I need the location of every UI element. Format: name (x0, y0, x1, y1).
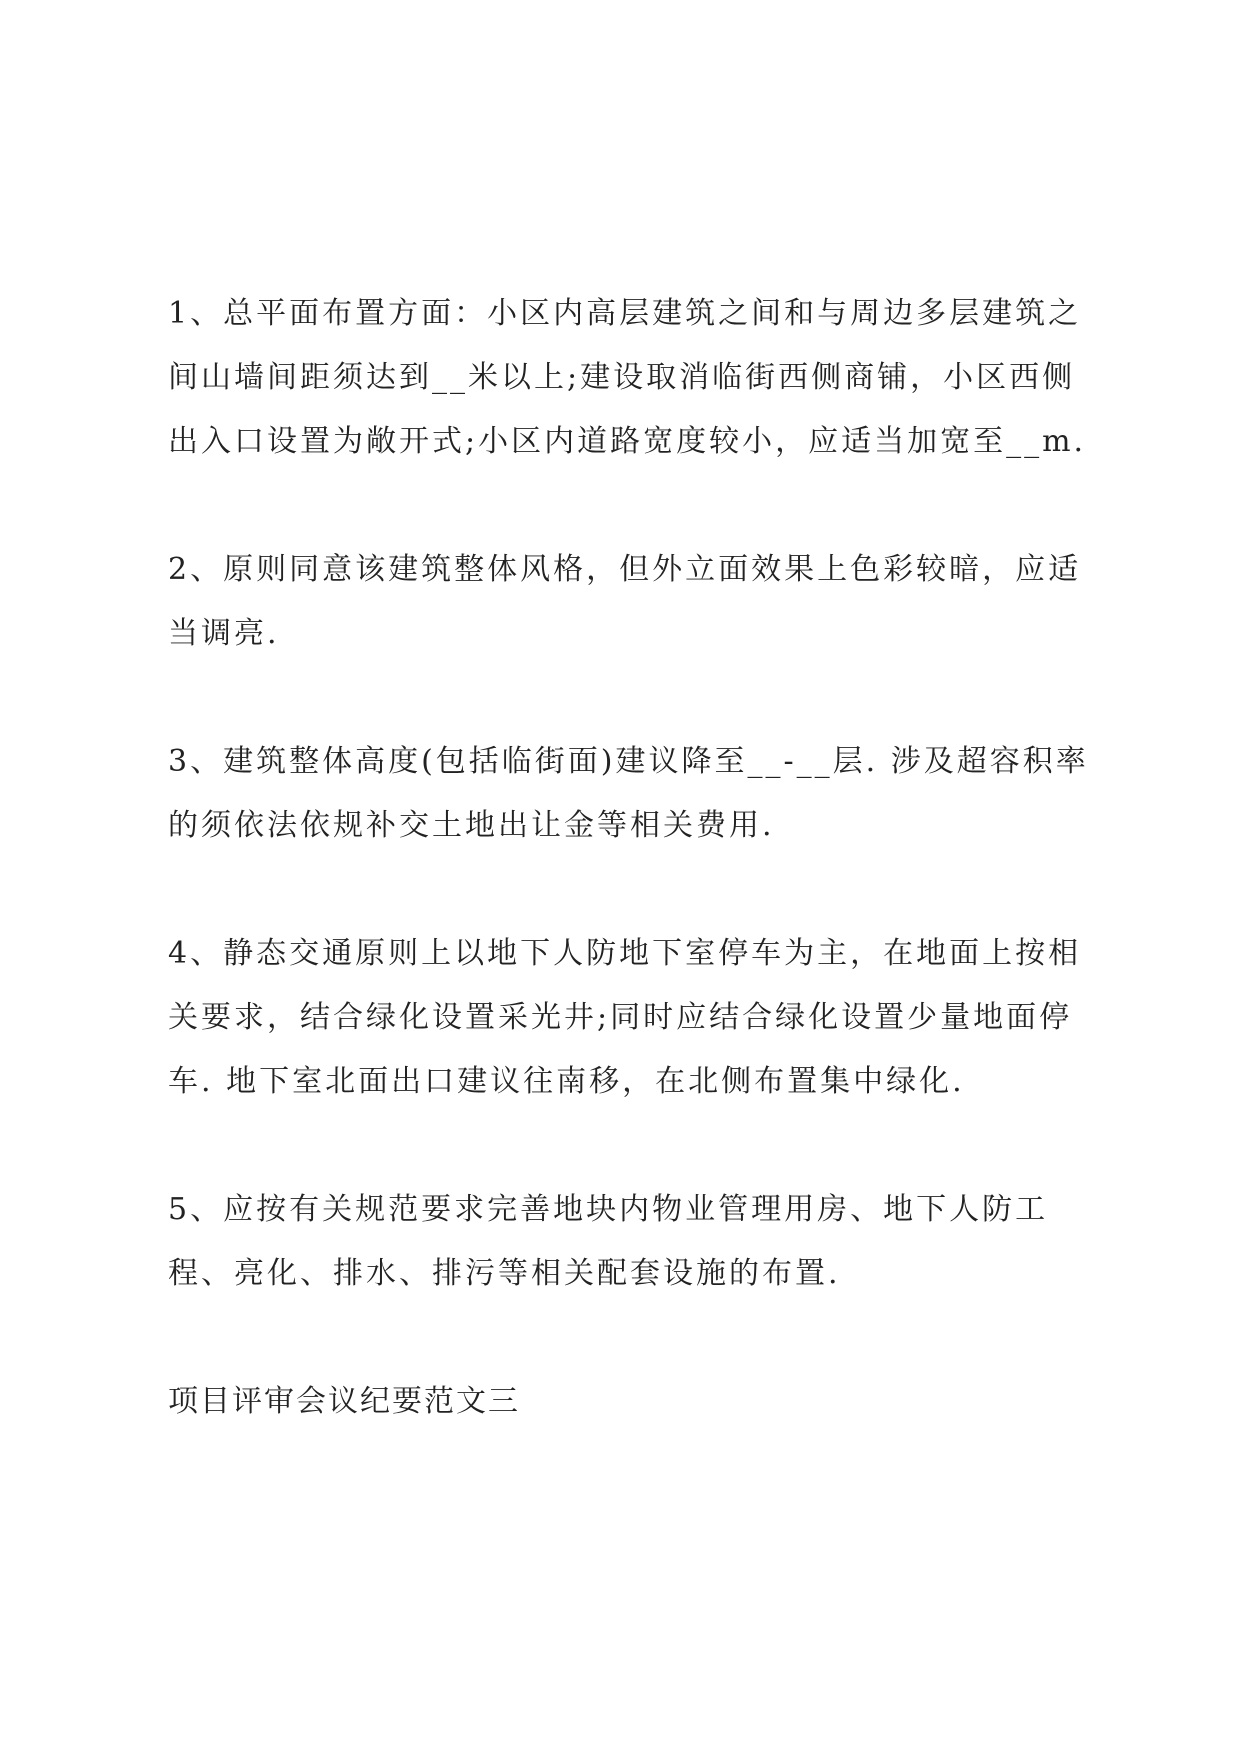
paragraph-line: 4、静态交通原则上以地下人防地下室停车为主，在地面上按相 (168, 936, 1082, 971)
paragraph-line: 当调亮. (168, 616, 280, 651)
paragraph-3 (168, 730, 1098, 858)
paragraph-line: 程、亮化、排水、排污等相关配套设施的布置. (168, 1256, 841, 1291)
paragraph-line: 间山墙间距须达到__米以上;建设取消临街西侧商铺，小区西侧 (168, 360, 1076, 395)
paragraph-4 (168, 922, 1098, 1114)
paragraph-line: 的须依法依规补交土地出让金等相关费用. (168, 808, 775, 843)
paragraph-1 (168, 282, 1098, 474)
paragraph-2 (168, 538, 1098, 666)
paragraph-line: 5、应按有关规范要求完善地块内物业管理用房、地下人防工 (168, 1192, 1049, 1227)
paragraph-line: 车. 地下室北面出口建议往南移，在北侧布置集中绿化. (168, 1064, 965, 1099)
paragraph-line: 出入口设置为敞开式;小区内道路宽度较小，应适当加宽至__m. (168, 424, 1087, 459)
document-body (168, 282, 1098, 1498)
section-heading-block (168, 1370, 1098, 1434)
paragraph-5 (168, 1178, 1098, 1306)
paragraph-line: 关要求，结合绿化设置采光井;同时应结合绿化设置少量地面停 (168, 1000, 1073, 1035)
paragraph-line: 1、总平面布置方面：小区内高层建筑之间和与周边多层建筑之 (168, 296, 1082, 331)
paragraph-line: 2、原则同意该建筑整体风格，但外立面效果上色彩较暗，应适 (168, 552, 1082, 587)
paragraph-line: 3、建筑整体高度(包括临街面)建议降至__-__层. 涉及超容积率 (168, 744, 1089, 779)
section-heading: 项目评审会议纪要范文三 (168, 1384, 520, 1419)
